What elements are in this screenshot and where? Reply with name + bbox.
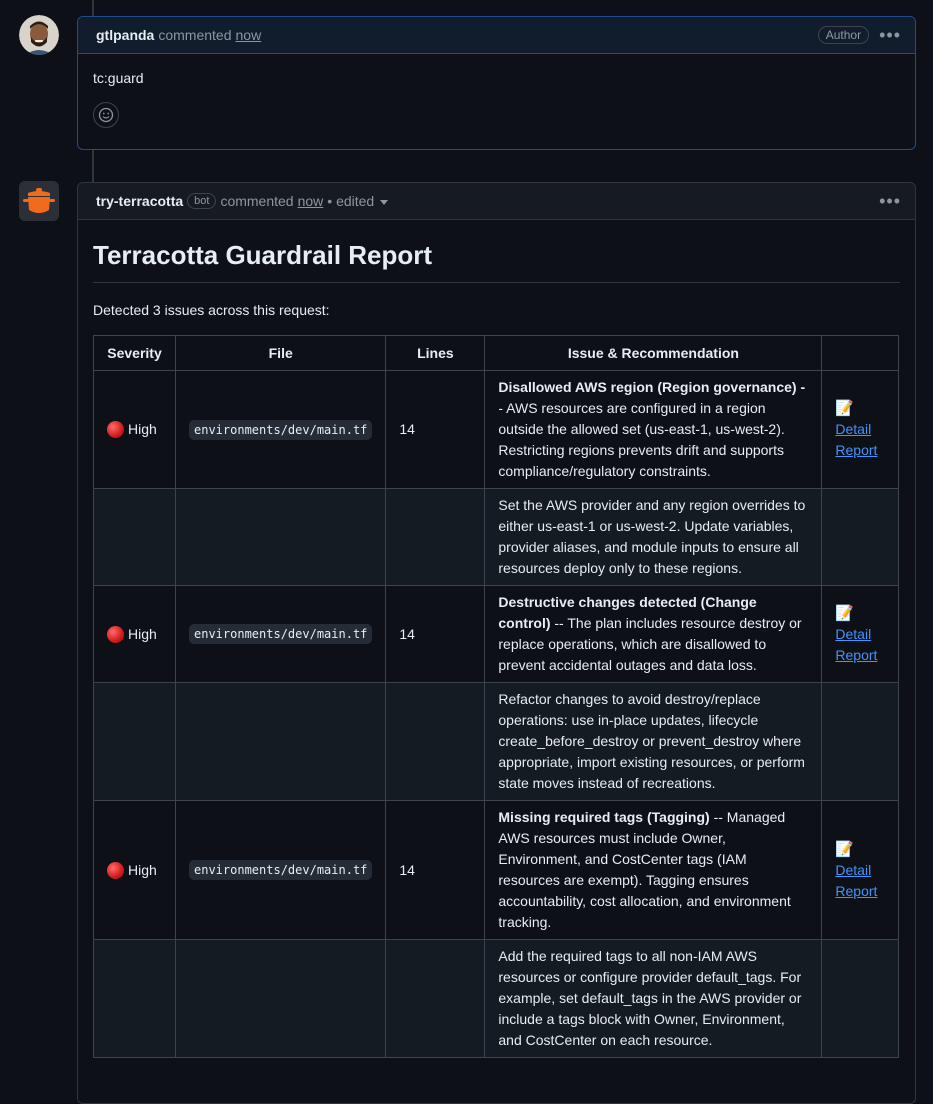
detail-report-link[interactable]: Detail Report xyxy=(835,625,878,663)
severity-label: High xyxy=(128,625,157,642)
file-path: environments/dev/main.tf xyxy=(189,860,372,880)
issue-cell xyxy=(485,371,822,489)
author-badge: Author xyxy=(818,26,869,44)
add-reaction-button[interactable] xyxy=(93,102,119,128)
column-header: File xyxy=(176,336,386,371)
comment-author[interactable]: gtlpanda xyxy=(96,27,155,43)
report-intro: Detected 3 issues across this request: xyxy=(93,302,330,318)
table-row xyxy=(94,586,899,683)
smiley-icon xyxy=(98,107,114,123)
severity-cell xyxy=(107,419,162,440)
red-circle-icon xyxy=(107,862,124,879)
red-circle-icon xyxy=(107,421,124,438)
more-options-icon[interactable]: ••• xyxy=(879,25,901,45)
pot-icon xyxy=(19,181,59,221)
detail-report-link[interactable]: Detail Report xyxy=(835,421,878,458)
severity-label: High xyxy=(128,861,157,878)
more-options-icon[interactable]: ••• xyxy=(879,191,901,211)
file-path: environments/dev/main.tf xyxy=(189,624,372,644)
issues-table xyxy=(93,335,899,1058)
severity-label: High xyxy=(128,421,157,437)
edited-label: • edited xyxy=(327,193,375,209)
red-circle-icon xyxy=(107,626,124,643)
table-row xyxy=(94,489,899,586)
bot-avatar[interactable] xyxy=(19,181,59,221)
comment-time[interactable]: now xyxy=(235,27,262,43)
table-row xyxy=(94,801,899,940)
comment-text: tc:guard xyxy=(93,70,144,86)
table-row xyxy=(94,371,899,489)
severity-cell xyxy=(107,624,162,645)
memo-icon: 📝 xyxy=(835,604,855,622)
line-number: 14 xyxy=(386,586,485,683)
severity-cell xyxy=(107,860,162,881)
table-row xyxy=(94,940,899,1058)
issue-title: Disallowed AWS region (Region governance) - xyxy=(498,379,806,395)
recommendation-text: Set the AWS provider and any region overrides to either us-east-1 or us-west-2. Update variables, provider aliases, and module inputs to ensure all resources deploy only to these regions. xyxy=(485,489,822,586)
issue-text: -- Managed AWS resources must include Owner, Environment, and CostCenter tags (IAM resources are exempt). Tagging ensures accountability, cost allocation, and environment tracking. xyxy=(498,809,791,930)
column-header: Lines xyxy=(386,336,485,371)
comment-action: commented xyxy=(220,193,294,209)
line-number: 14 xyxy=(386,801,485,940)
issue-title: Destructive changes detected (Change control) xyxy=(498,594,757,631)
comment-header xyxy=(78,183,915,220)
issue-text: - AWS resources are configured in a region outside the allowed set (us-east-1, us-west-2). Restricting regions prevents drift and supports compliance/regulatory constraints. xyxy=(498,400,785,479)
line-number: 14 xyxy=(386,371,485,489)
edited-dropdown[interactable] xyxy=(327,193,388,209)
issue-cell xyxy=(485,586,822,683)
memo-icon: 📝 xyxy=(835,840,855,858)
detail-report-link[interactable]: Detail Report xyxy=(835,861,878,899)
bot-label: bot xyxy=(187,193,216,209)
comment-card xyxy=(77,182,916,1104)
recommendation-text: Refactor changes to avoid destroy/replace operations: use in-place updates, lifecycle create_before_destroy or prevent_destroy where appropriate, import existing resources, or perform state moves instead of recreations. xyxy=(485,683,822,801)
column-header: Severity xyxy=(94,336,176,371)
issue-text: -- The plan includes resource destroy or replace operations, which are disallowed to prevent accidental outages and data loss. xyxy=(498,615,802,673)
chevron-down-icon xyxy=(380,200,388,205)
comment-header xyxy=(78,17,915,54)
comment-action: commented xyxy=(158,27,232,43)
comment-card xyxy=(77,16,916,150)
column-header: Issue & Recommendation xyxy=(485,336,822,371)
comment-time[interactable]: now xyxy=(297,193,324,209)
issue-cell xyxy=(485,801,822,940)
recommendation-text: Add the required tags to all non-IAM AWS resources or configure provider default_tags. For example, set default_tags in the AWS provider or include a tags block with Owner, Environment, and CostCenter on each resource. xyxy=(485,940,822,1058)
report-title: Terracotta Guardrail Report xyxy=(93,240,900,283)
table-row xyxy=(94,683,899,801)
user-avatar[interactable] xyxy=(19,15,59,55)
memo-icon: 📝 xyxy=(835,400,855,417)
issue-title: Missing required tags (Tagging) xyxy=(498,809,710,825)
comment-author[interactable]: try-terracotta xyxy=(96,193,184,209)
column-header xyxy=(822,336,899,371)
file-path: environments/dev/main.tf xyxy=(189,420,372,440)
